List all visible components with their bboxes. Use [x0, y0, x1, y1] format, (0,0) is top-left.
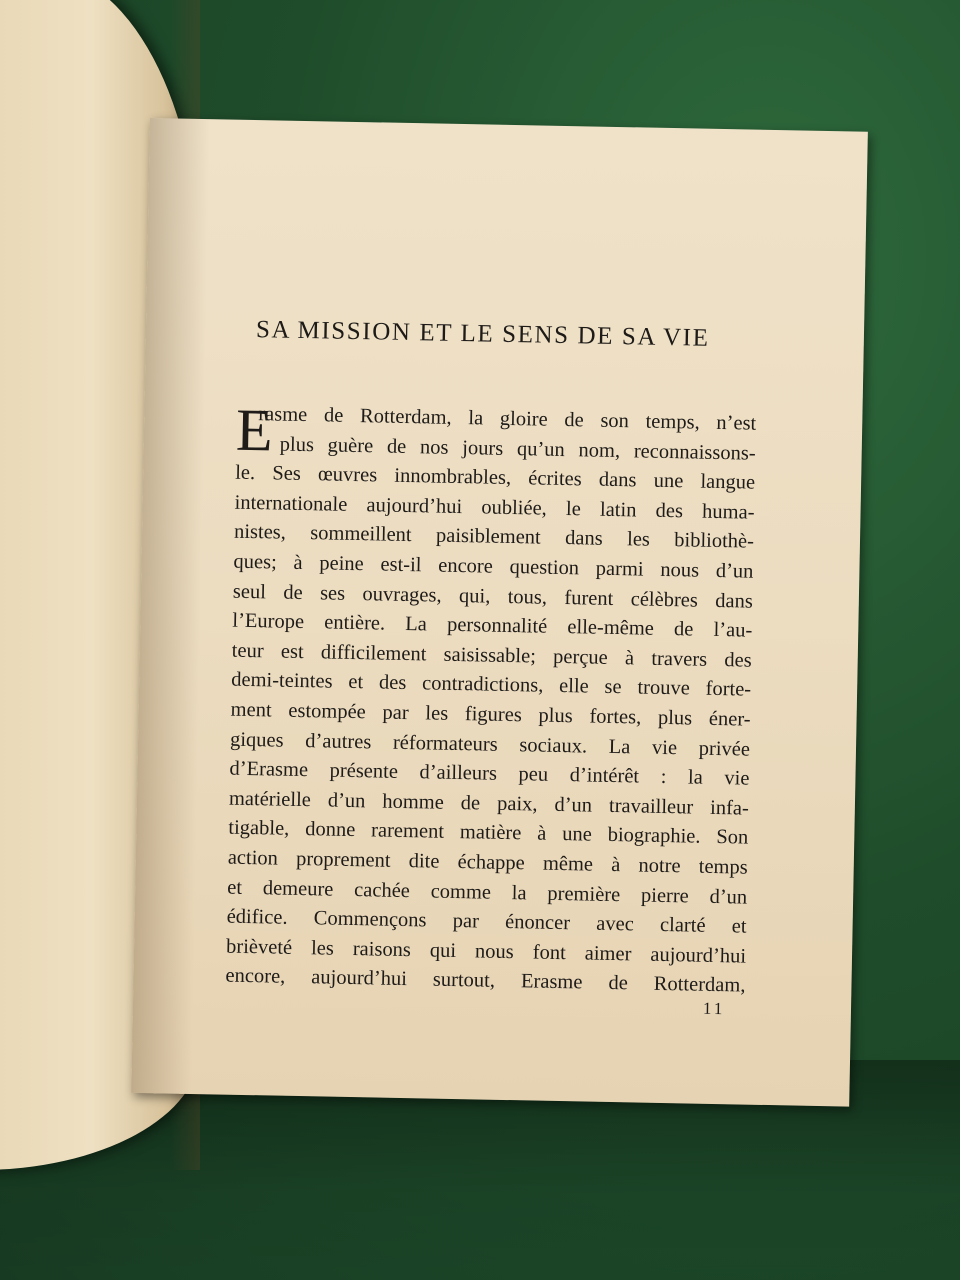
- text-line: brièveté les raisons qui nous font aimer aujourd’hui: [225, 935, 747, 968]
- chapter-title: SA MISSION ET LE SENS DE SA VIE: [255, 316, 710, 352]
- text-line: édifice. Commençons par énoncer avec clarté et: [226, 905, 747, 938]
- text-line: d’Erasme présente d’ailleurs peu d’intérêt : la vie: [229, 757, 750, 790]
- text-line: giques d’autres réformateurs sociaux. La vie privée: [229, 728, 751, 761]
- text-line: teur est difficilement saisissable; perçue à travers des: [231, 639, 752, 672]
- body-paragraph: [225, 396, 757, 1002]
- text-line: ment estompée par les figures plus fortes, plus éner-: [230, 698, 751, 731]
- text-line: nistes, sommeillent paisiblement dans les bibliothè-: [233, 521, 755, 554]
- text-line: demi-teintes et des contradictions, elle se trouve forte-: [231, 669, 752, 701]
- text-line: le. Ses œuvres innombrables, écrites dans une langue: [234, 461, 756, 494]
- text-line: tigable, donne rarement matière à une biographie. Son: [228, 816, 749, 849]
- drop-cap: E: [235, 396, 274, 464]
- text-line: l’Europe entière. La personnalité elle-même de l’au-: [232, 609, 753, 642]
- text-line: internationale aujourd’hui oubliée, le latin des huma-: [234, 491, 755, 524]
- text-line: seul de ses ouvrages, qui, tous, furent célèbres dans: [232, 580, 754, 613]
- book-page: [131, 118, 868, 1107]
- text-line: plus guère de nos jours qu’un nom, reconnaissons-: [279, 433, 756, 465]
- text-line: et demeure cachée comme la première pierre d’un: [227, 876, 748, 909]
- page-number: 11: [702, 998, 726, 1019]
- text-line: action proprement dite échappe même à notre temps: [227, 846, 748, 879]
- text-line: ques; à peine est-il encore question parmi nous d’un: [233, 550, 754, 583]
- text-line: matérielle d’un homme de paix, d’un travailleur infa-: [228, 787, 750, 820]
- text-line: encore, aujourd’hui surtout, Erasme de Rotterdam,: [225, 964, 746, 997]
- text-line: rasme de Rotterdam, la gloire de son temps, n’est: [258, 403, 757, 435]
